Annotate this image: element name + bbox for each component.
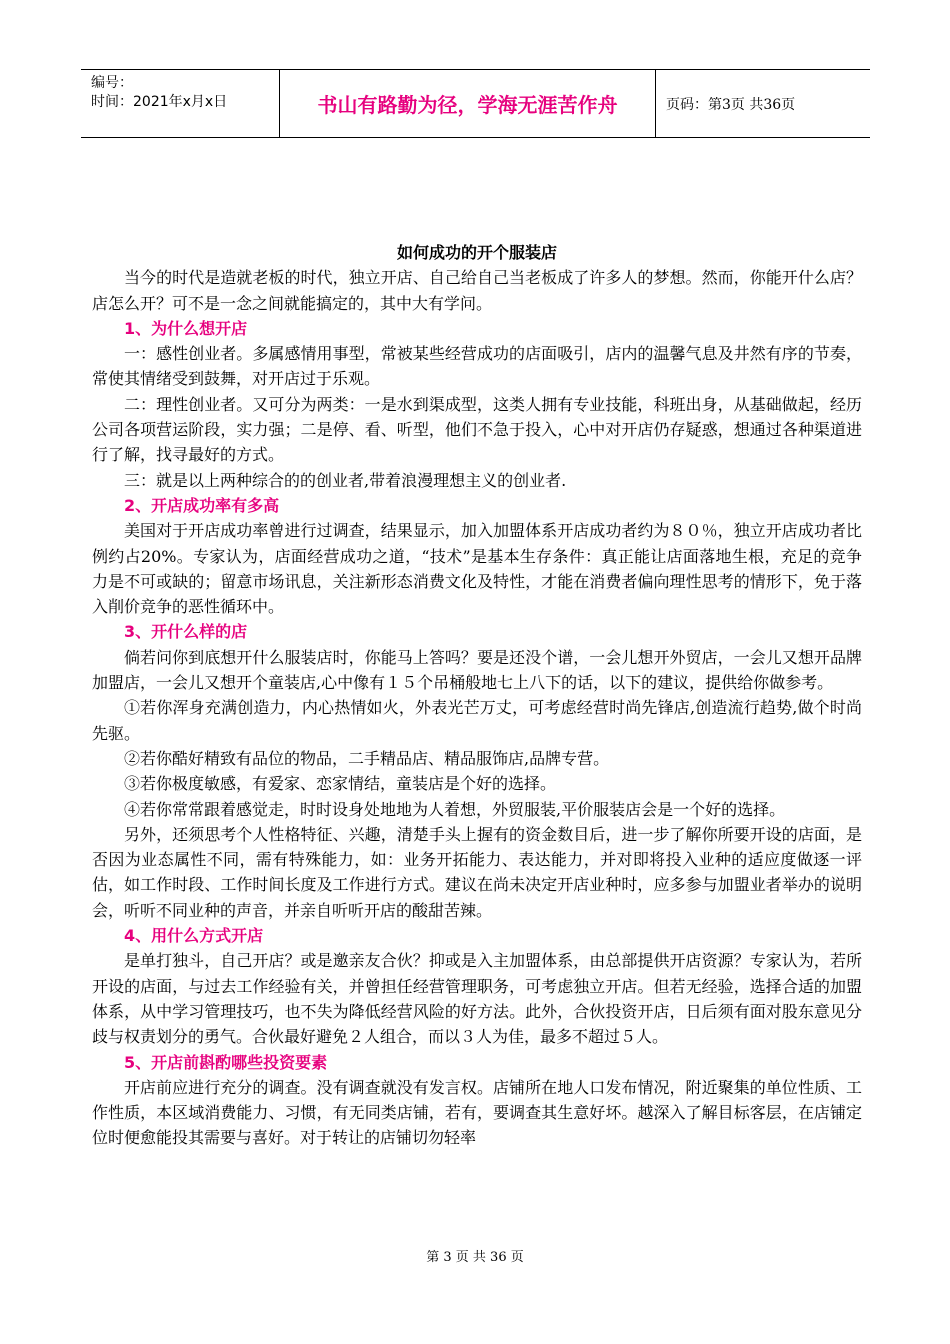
- paragraph: 是单打独斗，自己开店？或是邀亲友合伙？抑或是入主加盟体系，由总部提供开店资源？专家认为，若所开设的店面，与过去工作经验有关，并曾担任经营管理职务，可考虑独立开店。但若无经验，选择合适的加盟体系，从中学习管理技巧，也不失为降低经营风险的好方法。此外，合伙投资开店，日后须有面对股东意见分歧与权责划分的勇气。合伙最好避免２人组合，而以３人为佳，最多不超过５人。: [92, 951, 862, 1047]
- section-heading: 4、用什么方式开店: [124, 926, 264, 946]
- paragraph: 开店前应进行充分的调查。没有调查就没有发言权。店铺所在地人口发布情况，附近聚集的单位性质、工作性质，本区域消费能力、习惯，有无同类店铺，若有，要调查其生意好坏。越深入了解目标客层，在店铺定位时便愈能投其需要与喜好。对于转让的店铺切勿轻率: [92, 1077, 862, 1148]
- document-title: 如何成功的开个服装店: [396, 243, 557, 262]
- document-body: [92, 240, 862, 1151]
- paragraph: ①若你浑身充满创造力，内心热情如火，外表光芒万丈，可考虑经营时尚先锋店,创造流行趋势,做个时尚先驱。: [92, 698, 862, 743]
- document-date-label: 时间：2021年x月x日: [91, 94, 228, 110]
- page-footer: 第 3 页 共 36 页: [426, 1250, 524, 1265]
- paragraph: 另外，还须思考个人性格特征、兴趣，清楚手头上握有的资金数目后，进一步了解你所要开设的店面，是否因为业态属性不同，需有特殊能力，如：业务开拓能力、表达能力，并对即将投入业种的适应度做逐一评估，如工作时段、工作时间长度及工作进行方式。建议在尚未决定开店业种时，应多参与加盟业者举办的说明会，听听不同业种的声音，并亲自听听开店的酸甜苦辣。: [92, 824, 862, 920]
- paragraph: ③若你极度敏感，有爱家、恋家情结，童装店是个好的选择。: [124, 774, 557, 794]
- document-blocks: [92, 265, 862, 1150]
- page-header: [81, 69, 870, 138]
- paragraph: ②若你酷好精致有品位的物品，二手精品店、精品服饰店,品牌专营。: [124, 748, 610, 768]
- paragraph: 当今的时代是造就老板的时代，独立开店、自己给自己当老板成了许多人的梦想。然而，你能开什么店？店怎么开？可不是一念之间就能搞定的，其中大有学问。: [92, 268, 862, 313]
- section-heading: 1、为什么想开店: [124, 318, 248, 338]
- header-page-info: 页码：第3页 共36页: [666, 96, 796, 113]
- paragraph: ④若你常常跟着感觉走，时时设身处地地为人着想，外贸服装,平价服装店会是一个好的选择。: [124, 799, 786, 819]
- paragraph: 倘若问你到底想开什么服装店时，你能马上答吗？要是还没个谱，一会儿想开外贸店，一会儿又想开品牌加盟店，一会儿又想开个童装店,心中像有１５个吊桶般地七上八下的话，以下的建议，提供给你做参考。: [92, 647, 862, 693]
- section-heading: 5、开店前斟酌哪些投资要素: [124, 1052, 328, 1072]
- section-heading: 3、开什么样的店: [124, 622, 248, 642]
- document-number-label: 编号：: [91, 75, 133, 91]
- section-heading: 2、开店成功率有多高: [124, 495, 280, 515]
- paragraph: 三：就是以上两种综合的的创业者,带着浪漫理想主义的创业者.: [124, 470, 567, 490]
- paragraph: 二：理性创业者。又可分为两类：一是水到渠成型，这类人拥有专业技能，科班出身，从基础做起，经历公司各项营运阶段，实力强；二是停、看、听型，他们不急于投入，心中对开店仍存疑惑，想通过各种渠道进行了解，找寻最好的方式。: [92, 394, 862, 465]
- paragraph: 一：感性创业者。多属感情用事型，常被某些经营成功的店面吸引，店内的温馨气息及井然有序的节奏，常使其情绪受到鼓舞，对开店过于乐观。: [92, 344, 862, 389]
- header-meta: [81, 70, 280, 137]
- paragraph: 美国对于开店成功率曾进行过调查，结果显示，加入加盟体系开店成功者约为８０％，独立开店成功者比例约占20%。专家认为，店面经营成功之道，“技术”是基本生存条件：真正能让店面落地生根，充足的竞争力是不可或缺的；留意市场讯息，关注新形态消费文化及特性，才能在消费者偏向理性思考的情形下，免于落入削价竞争的恶性循环中。: [92, 521, 862, 617]
- header-motto: 书山有路勤为径，学海无涯苦作舟: [280, 70, 656, 137]
